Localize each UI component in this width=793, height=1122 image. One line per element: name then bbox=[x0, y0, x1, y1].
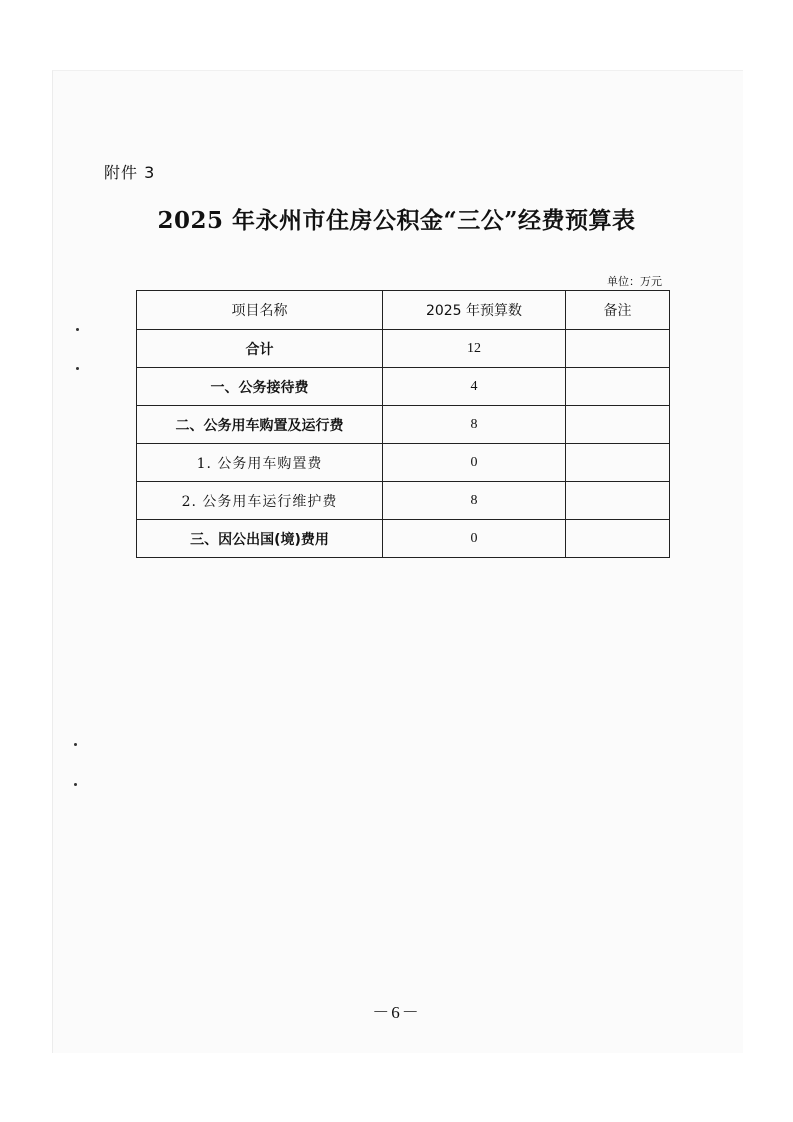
row-note bbox=[566, 520, 670, 558]
header-item-name: 项目名称 bbox=[137, 291, 383, 330]
header-budget-amount: 2025 年预算数 bbox=[383, 291, 566, 330]
row-amount: 0 bbox=[383, 444, 566, 482]
row-amount: 12 bbox=[383, 330, 566, 368]
table-row bbox=[137, 520, 670, 558]
table-row bbox=[137, 406, 670, 444]
row-amount: 8 bbox=[383, 406, 566, 444]
row-note bbox=[566, 406, 670, 444]
row-amount: 0 bbox=[383, 520, 566, 558]
row-note bbox=[566, 368, 670, 406]
row-name: 1. 公务用车购置费 bbox=[137, 444, 383, 482]
header-remarks: 备注 bbox=[566, 291, 670, 330]
document-title: 2025 年永州市住房公积金“三公”经费预算表 bbox=[157, 207, 636, 234]
table-row bbox=[137, 482, 670, 520]
row-note bbox=[566, 444, 670, 482]
budget-table bbox=[136, 290, 670, 558]
scan-speck bbox=[76, 328, 79, 331]
row-name: 二、公务用车购置及运行费 bbox=[137, 406, 383, 444]
row-note bbox=[566, 330, 670, 368]
scan-speck bbox=[74, 743, 77, 746]
row-name: 一、公务接待费 bbox=[137, 368, 383, 406]
table-row bbox=[137, 444, 670, 482]
row-name: 合计 bbox=[137, 330, 383, 368]
row-amount: 4 bbox=[383, 368, 566, 406]
row-name: 2. 公务用车运行维护费 bbox=[137, 482, 383, 520]
row-note bbox=[566, 482, 670, 520]
scan-speck bbox=[76, 367, 79, 370]
unit-label: 单位：万元 bbox=[607, 275, 662, 288]
table-header-row bbox=[137, 291, 670, 330]
row-amount: 8 bbox=[383, 482, 566, 520]
row-name: 三、因公出国(境)费用 bbox=[137, 520, 383, 558]
scan-speck bbox=[74, 783, 77, 786]
page-number: －6－ bbox=[372, 1003, 421, 1022]
table-row bbox=[137, 368, 670, 406]
attachment-label: 附件 3 bbox=[104, 163, 156, 182]
table-row bbox=[137, 330, 670, 368]
